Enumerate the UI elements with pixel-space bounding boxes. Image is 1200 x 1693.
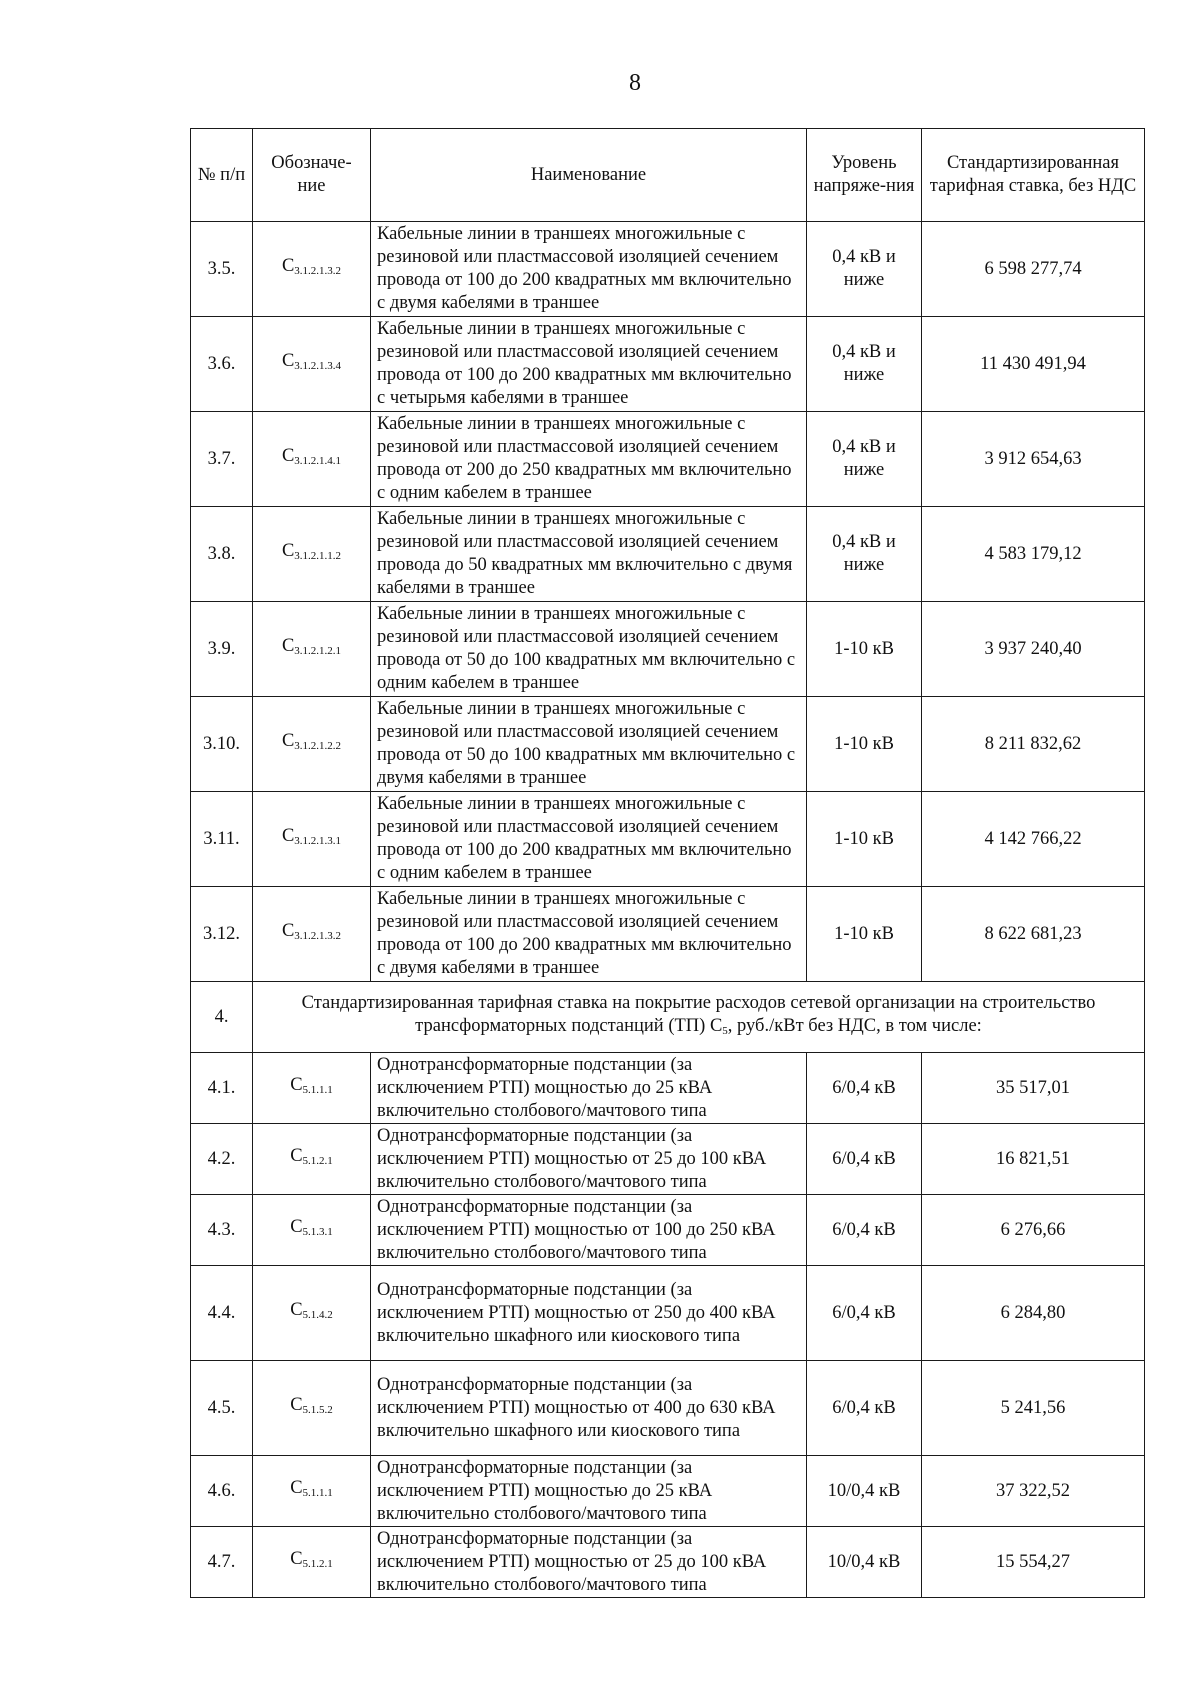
cell-num: 3.11.: [191, 792, 253, 887]
header-name: Наименование: [371, 129, 807, 222]
cell-name: Однотрансформаторные подстанции (за исключением РТП) мощностью от 400 до 630 кВА включительно шкафного или киоскового типа: [371, 1361, 807, 1456]
cell-num: 4.5.: [191, 1361, 253, 1456]
cell-code: [253, 602, 371, 697]
cell-name: Однотрансформаторные подстанции (за исключением РТП) мощностью от 100 до 250 кВА включительно столбового/мачтового типа: [371, 1195, 807, 1266]
cell-name: Однотрансформаторные подстанции (за исключением РТП) мощностью до 25 кВА включительно столбового/мачтового типа: [371, 1456, 807, 1527]
code-subscript: 5.1.5.2: [302, 1404, 333, 1416]
cell-name: Однотрансформаторные подстанции (за исключением РТП) мощностью от 250 до 400 кВА включительно шкафного или киоскового типа: [371, 1266, 807, 1361]
header-num: № п/п: [191, 129, 253, 222]
code-subscript: 5.1.1.1: [302, 1487, 333, 1499]
code-letter: C: [290, 1075, 303, 1095]
cell-rate: 3 937 240,40: [922, 602, 1145, 697]
code-subscript: 3.1.2.1.3.4: [294, 360, 342, 372]
table-row: [191, 697, 1145, 792]
cell-voltage: 10/0,4 кВ: [807, 1456, 922, 1527]
header-rate: Стандартизированная тарифная ставка, без НДС: [922, 129, 1145, 222]
cell-num: 4.1.: [191, 1053, 253, 1124]
table-row: [191, 1124, 1145, 1195]
code-letter: C: [281, 921, 295, 941]
cell-code: [253, 317, 371, 412]
code-subscript: 3.1.2.1.1.2: [294, 550, 342, 562]
table-row: [191, 1361, 1145, 1456]
cell-num: 4.4.: [191, 1266, 253, 1361]
cell-voltage: 1-10 кВ: [807, 602, 922, 697]
cell-rate: 5 241,56: [922, 1361, 1145, 1456]
cell-name: Кабельные линии в траншеях многожильные с резиновой или пластмассовой изоляцией сечением провода до 50 квадратных мм включительно с двумя кабелями в траншее: [371, 507, 807, 602]
code-letter: C: [290, 1300, 303, 1320]
section-title: [253, 982, 1145, 1053]
cell-name: Кабельные линии в траншеях многожильные с резиновой или пластмассовой изоляцией сечением провода от 100 до 200 квадратных мм включительно с четырьмя кабелями в траншее: [371, 317, 807, 412]
cell-code: [253, 507, 371, 602]
code-letter: C: [281, 446, 295, 466]
code-letter: C: [290, 1146, 303, 1166]
cell-rate: 6 284,80: [922, 1266, 1145, 1361]
cell-num: 3.12.: [191, 887, 253, 982]
table-row: [191, 412, 1145, 507]
code-subscript: 3.1.2.1.3.2: [294, 930, 342, 942]
code-letter: C: [290, 1395, 303, 1415]
cell-rate: 15 554,27: [922, 1527, 1145, 1598]
table-row: [191, 1195, 1145, 1266]
cell-voltage: 6/0,4 кВ: [807, 1124, 922, 1195]
cell-code: [253, 222, 371, 317]
cell-num: 4.3.: [191, 1195, 253, 1266]
table-row: [191, 602, 1145, 697]
cell-voltage: 1-10 кВ: [807, 697, 922, 792]
table-row: [191, 1527, 1145, 1598]
table-header-row: [191, 129, 1145, 222]
cell-num: 3.9.: [191, 602, 253, 697]
code-subscript: 3.1.2.1.3.2: [294, 265, 342, 277]
section-title-sub: 5: [722, 1024, 728, 1037]
cell-rate: 3 912 654,63: [922, 412, 1145, 507]
code-letter: C: [281, 731, 295, 751]
section-row: [191, 982, 1145, 1053]
code-subscript: 3.1.2.1.2.1: [294, 645, 342, 657]
cell-voltage: 0,4 кВ и ниже: [807, 412, 922, 507]
header-voltage: Уровень напряже-ния: [807, 129, 922, 222]
cell-name: Кабельные линии в траншеях многожильные с резиновой или пластмассовой изоляцией сечением провода от 100 до 200 квадратных мм включительно с двумя кабелями в траншее: [371, 222, 807, 317]
table-body-section: [191, 982, 1145, 1053]
code-letter: C: [281, 256, 295, 276]
cell-voltage: 0,4 кВ и ниже: [807, 317, 922, 412]
code-subscript: 5.1.2.1: [302, 1155, 333, 1167]
code-subscript: 5.1.3.1: [302, 1226, 333, 1238]
section-title-pre: Стандартизированная тарифная ставка на покрытие расходов сетевой организации на строительство трансформаторных подстанций (ТП) С: [301, 992, 1096, 1036]
cell-rate: 4 142 766,22: [922, 792, 1145, 887]
code-letter: C: [281, 636, 295, 656]
cell-rate: 37 322,52: [922, 1456, 1145, 1527]
cell-code: [253, 792, 371, 887]
cell-voltage: 6/0,4 кВ: [807, 1195, 922, 1266]
section-num: 4.: [191, 982, 253, 1053]
page-number: 8: [629, 70, 641, 96]
code-subscript: 5.1.4.2: [302, 1309, 333, 1321]
cell-name: Однотрансформаторные подстанции (за исключением РТП) мощностью от 25 до 100 кВА включительно столбового/мачтового типа: [371, 1527, 807, 1598]
header-code: Обозначе-ние: [253, 129, 371, 222]
cell-name: Кабельные линии в траншеях многожильные с резиновой или пластмассовой изоляцией сечением провода от 100 до 200 квадратных мм включительно с одним кабелем в траншее: [371, 792, 807, 887]
table-row: [191, 317, 1145, 412]
code-subscript: 3.1.2.1.4.1: [294, 455, 342, 467]
cell-code: [253, 1456, 371, 1527]
cell-voltage: 6/0,4 кВ: [807, 1266, 922, 1361]
cell-num: 3.10.: [191, 697, 253, 792]
table-row: [191, 792, 1145, 887]
cell-code: [253, 1266, 371, 1361]
code-letter: C: [290, 1478, 303, 1498]
cell-num: 4.7.: [191, 1527, 253, 1598]
cell-num: 3.8.: [191, 507, 253, 602]
cell-code: [253, 1195, 371, 1266]
cell-code: [253, 1527, 371, 1598]
code-letter: C: [290, 1549, 303, 1569]
cell-name: Однотрансформаторные подстанции (за исключением РТП) мощностью от 25 до 100 кВА включительно столбового/мачтового типа: [371, 1124, 807, 1195]
table-row: [191, 887, 1145, 982]
tariff-table: [190, 128, 1145, 1598]
cell-rate: 35 517,01: [922, 1053, 1145, 1124]
cell-rate: 8 211 832,62: [922, 697, 1145, 792]
cell-rate: 11 430 491,94: [922, 317, 1145, 412]
cell-code: [253, 412, 371, 507]
cell-num: 4.6.: [191, 1456, 253, 1527]
cell-code: [253, 1124, 371, 1195]
cell-code: [253, 1361, 371, 1456]
cell-rate: 6 276,66: [922, 1195, 1145, 1266]
cell-name: Кабельные линии в траншеях многожильные с резиновой или пластмассовой изоляцией сечением провода от 200 до 250 квадратных мм включительно с одним кабелем в траншее: [371, 412, 807, 507]
cell-num: 4.2.: [191, 1124, 253, 1195]
cell-num: 3.6.: [191, 317, 253, 412]
cell-voltage: 0,4 кВ и ниже: [807, 507, 922, 602]
table-body-substations: [191, 1053, 1145, 1598]
cell-name: Однотрансформаторные подстанции (за исключением РТП) мощностью до 25 кВА включительно столбового/мачтового типа: [371, 1053, 807, 1124]
cell-voltage: 1-10 кВ: [807, 887, 922, 982]
code-letter: C: [290, 1217, 303, 1237]
cell-voltage: 6/0,4 кВ: [807, 1361, 922, 1456]
cell-rate: 4 583 179,12: [922, 507, 1145, 602]
cell-code: [253, 887, 371, 982]
code-letter: C: [281, 541, 295, 561]
table-row: [191, 507, 1145, 602]
cell-voltage: 1-10 кВ: [807, 792, 922, 887]
cell-rate: 16 821,51: [922, 1124, 1145, 1195]
table-row: [191, 1053, 1145, 1124]
table-row: [191, 222, 1145, 317]
cell-name: Кабельные линии в траншеях многожильные с резиновой или пластмассовой изоляцией сечением провода от 100 до 200 квадратных мм включительно с двумя кабелями в траншее: [371, 887, 807, 982]
cell-rate: 6 598 277,74: [922, 222, 1145, 317]
cell-code: [253, 697, 371, 792]
cell-code: [253, 1053, 371, 1124]
table-row: [191, 1266, 1145, 1361]
section-title-post: , руб./кВт без НДС, в том числе:: [727, 1015, 982, 1036]
code-subscript: 3.1.2.1.3.1: [294, 835, 342, 847]
cell-name: Кабельные линии в траншеях многожильные с резиновой или пластмассовой изоляцией сечением провода от 50 до 100 квадратных мм включительно с двумя кабелями в траншее: [371, 697, 807, 792]
code-subscript: 5.1.2.1: [302, 1558, 333, 1570]
cell-rate: 8 622 681,23: [922, 887, 1145, 982]
code-letter: C: [281, 351, 295, 371]
table-body-cables: [191, 222, 1145, 982]
table-row: [191, 1456, 1145, 1527]
cell-num: 3.7.: [191, 412, 253, 507]
cell-voltage: 10/0,4 кВ: [807, 1527, 922, 1598]
cell-num: 3.5.: [191, 222, 253, 317]
cell-voltage: 0,4 кВ и ниже: [807, 222, 922, 317]
code-subscript: 3.1.2.1.2.2: [294, 740, 342, 752]
cell-voltage: 6/0,4 кВ: [807, 1053, 922, 1124]
code-letter: C: [281, 826, 295, 846]
cell-name: Кабельные линии в траншеях многожильные с резиновой или пластмассовой изоляцией сечением провода от 50 до 100 квадратных мм включительно с одним кабелем в траншее: [371, 602, 807, 697]
code-subscript: 5.1.1.1: [302, 1084, 333, 1096]
